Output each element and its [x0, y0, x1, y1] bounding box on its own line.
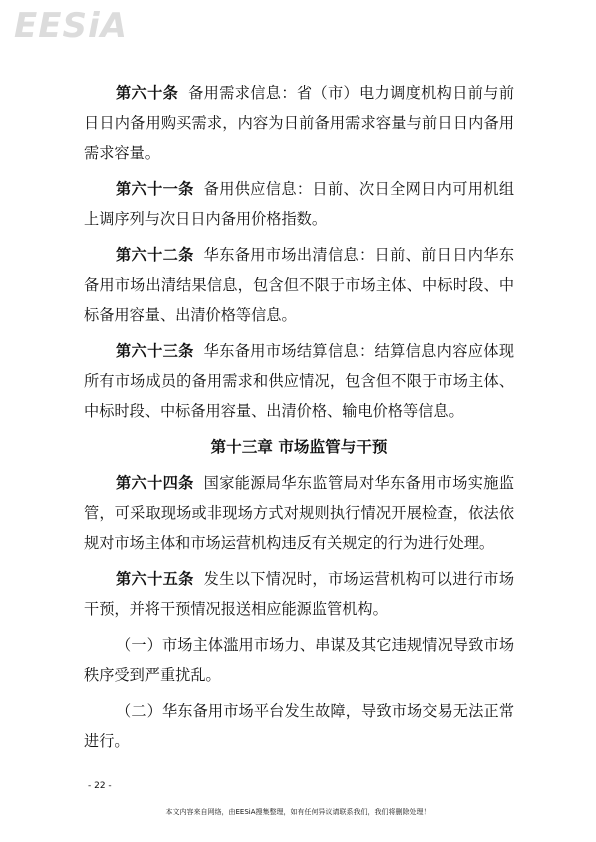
article-text: 发生以下情况时，市场运营机构可以进行市场干预，并将干预情况报送相应能源监管机构。 [84, 570, 515, 618]
article-65 [84, 564, 514, 624]
eesia-logo: EESiA [14, 6, 128, 46]
article-62 [84, 240, 514, 330]
article-text: 华东备用市场出清信息：日前、前日日内华东备用市场出清结果信息，包含但不限于市场主体、中标时段、中标备用容量、出清价格等信息。 [84, 246, 515, 324]
article-number: 第六十三条 [116, 342, 194, 360]
article-number: 第六十四条 [116, 474, 194, 492]
article-text: 国家能源局华东监管局对华东备用市场实施监管，可采取现场或非现场方式对规则执行情况开展检查，依法依规对市场主体和市场运营机构违反有关规定的行为进行处理。 [84, 474, 515, 552]
article-text: 备用需求信息：省（市）电力调度机构日前与前日日内备用购买需求，内容为日前备用需求容量与前日日内备用需求容量。 [84, 84, 515, 162]
list-item-1: （一）市场主体滥用市场力、串谋及其它违规情况导致市场秩序受到严重扰乱。 [84, 636, 514, 684]
article-text: 备用供应信息：日前、次日全网日内可用机组上调序列与次日日内备用价格指数。 [84, 180, 515, 228]
article-number: 第六十二条 [116, 246, 194, 264]
article-number: 第六十条 [116, 84, 179, 102]
footer-disclaimer: 本文内容来自网络，由EESiA搜集整理，如有任何异议请联系我们，我们将删除处理！ [165, 808, 431, 816]
article-63 [84, 336, 514, 426]
article-60 [84, 78, 514, 168]
article-number: 第六十五条 [116, 570, 194, 588]
article-61 [84, 174, 514, 234]
chapter-heading: 第十三章 市场监管与干预 [210, 438, 388, 456]
list-item-2: （二）华东备用市场平台发生故障，导致市场交易无法正常进行。 [84, 702, 514, 750]
article-64 [84, 468, 514, 558]
article-number: 第六十一条 [116, 180, 194, 198]
article-text: 华东备用市场结算信息：结算信息内容应体现所有市场成员的备用需求和供应情况，包含但不限于市场主体、中标时段、中标备用容量、出清价格、输电价格等信息。 [84, 342, 515, 420]
page-number: - 22 - [88, 781, 112, 791]
document-body [84, 78, 514, 762]
